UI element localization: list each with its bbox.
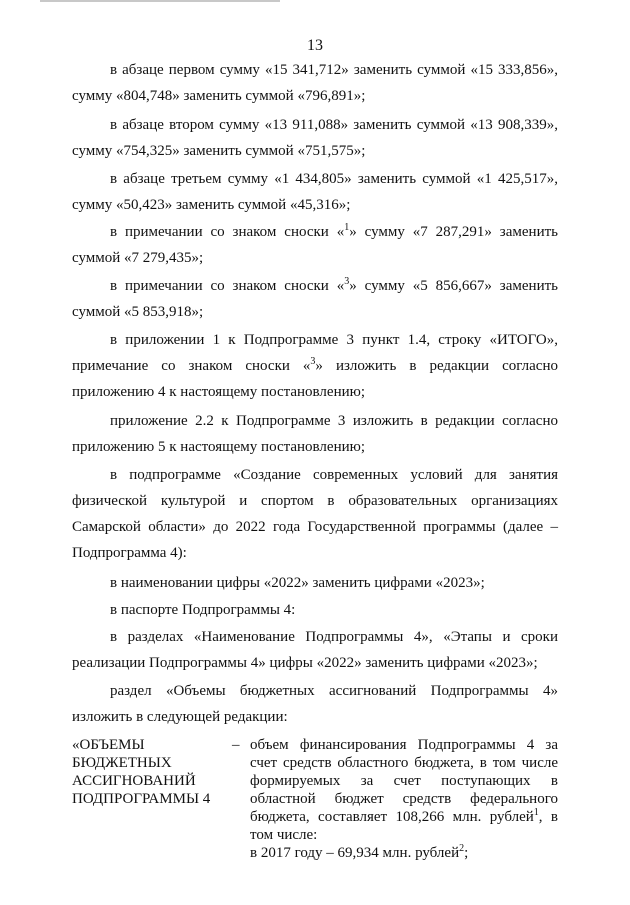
paragraph-3	[72, 166, 558, 218]
paragraph-text: в абзаце третьем сумму «1 434,805» заменить суммой «1 425,517», сумму «50,423» заменить суммой «45,316»;	[72, 171, 558, 213]
label-line: БЮДЖЕТНЫХ	[72, 755, 172, 771]
label-line: ПОДПРОГРАММЫ 4	[72, 791, 211, 807]
footnote-marker: 1	[344, 222, 350, 233]
footnote-marker: 1	[533, 807, 539, 818]
paragraph-7	[72, 408, 558, 460]
paragraph-text: в наименовании цифры «2022» заменить цифрами «2023»;	[110, 575, 485, 591]
scan-edge-line	[40, 0, 280, 2]
passport-row-label	[72, 736, 227, 808]
paragraph-11	[72, 624, 558, 676]
year-line-text: в 2017 году – 69,934 млн. рублей	[250, 845, 460, 861]
label-line: «ОБЪЕМЫ	[72, 737, 145, 753]
paragraph-text: в подпрограмме «Создание современных условий для занятия физической культурой и спортом в образовательных организациях Самарской области» до 2022 года Государственной программы (далее – Подпрограмма 4):	[72, 467, 558, 561]
paragraph-4	[72, 219, 558, 271]
paragraph-12	[72, 678, 558, 730]
paragraph-5	[72, 273, 558, 325]
dash-separator: –	[232, 737, 240, 753]
paragraph-text: в паспорте Подпрограммы 4:	[110, 602, 296, 618]
passport-row-value	[250, 736, 558, 862]
funding-text-end: , в том числе:	[250, 809, 558, 843]
paragraph-10	[72, 597, 558, 623]
paragraph-text: раздел «Объемы бюджетных ассигнований Подпрограммы 4» изложить в следующей редакции:	[72, 683, 558, 725]
paragraph-6	[72, 327, 558, 405]
year-line-end: ;	[464, 845, 469, 861]
paragraph-text-before: в примечании со знаком сноски «	[110, 224, 345, 240]
footnote-marker: 3	[310, 356, 316, 367]
funding-text: объем финансирования Подпрограммы 4 за счет средств областного бюджета, в том числе формируемых за счет поступающих в областной бюджет средств федерального бюджета, составляет 108,266 млн. рублей	[250, 737, 558, 825]
paragraph-8	[72, 462, 558, 566]
paragraph-text-before: в примечании со знаком сноски «	[110, 278, 345, 294]
paragraph-9	[72, 570, 558, 596]
footnote-marker: 2	[459, 843, 465, 854]
paragraph-text-before: в приложении 1 к Подпрограмме 3 пункт 1.4, строку «ИТОГО», примечание со знаком сноски «	[72, 332, 558, 374]
paragraph-text: в разделах «Наименование Подпрограммы 4», «Этапы и сроки реализации Подпрограммы 4» цифры «2022» заменить цифрами «2023»;	[72, 629, 558, 671]
paragraph-2	[72, 112, 558, 164]
label-line: АССИГНОВАНИЙ	[72, 773, 196, 789]
paragraph-text: приложение 2.2 к Подпрограмме 3 изложить в редакции согласно приложению 5 к настоящему постановлению;	[72, 413, 558, 455]
footnote-marker: 3	[344, 276, 350, 287]
page-number: 13	[307, 37, 323, 54]
paragraph-text: в абзаце первом сумму «15 341,712» заменить суммой «15 333,856», сумму «804,748» заменить суммой «796,891»;	[72, 62, 558, 104]
paragraph-text: в абзаце втором сумму «13 911,088» заменить суммой «13 908,339», сумму «754,325» заменить суммой «751,575»;	[72, 117, 558, 159]
paragraph-text-after: » сумму «5 856,667» заменить суммой «5 853,918»;	[72, 278, 558, 320]
paragraph-text-after: » изложить в редакции согласно приложению 4 к настоящему постановлению;	[72, 358, 558, 400]
paragraph-text-after: » сумму «7 287,291» заменить суммой «7 279,435»;	[72, 224, 558, 266]
paragraph-1	[72, 57, 558, 109]
year-line	[250, 844, 558, 862]
